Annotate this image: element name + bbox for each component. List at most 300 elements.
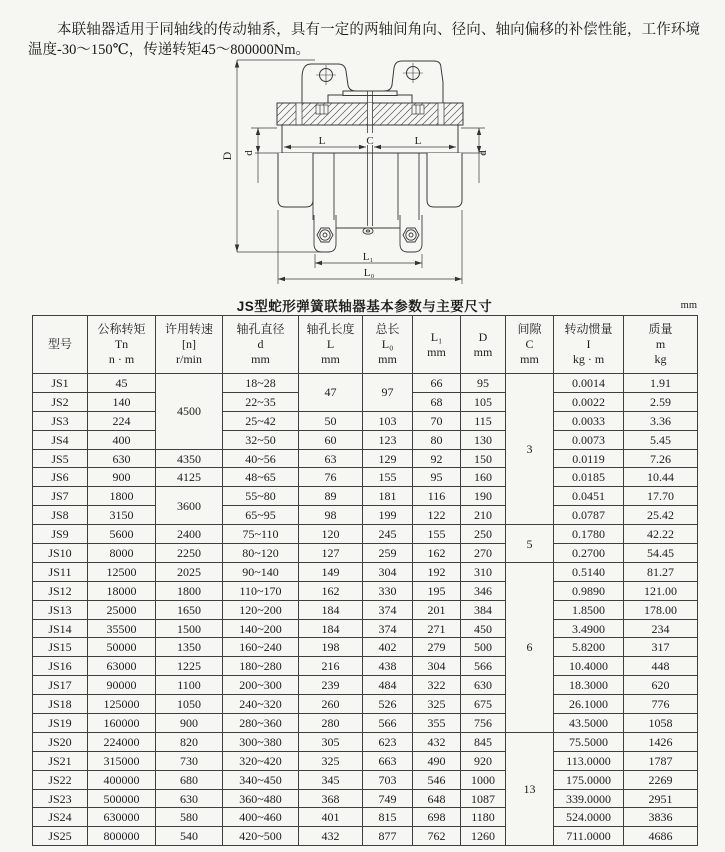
table-cell: 401	[299, 808, 363, 827]
table-row	[33, 544, 698, 563]
table-cell: 1787	[624, 751, 698, 770]
hex-bolt-right-icon	[403, 228, 419, 242]
table-row	[33, 789, 698, 808]
table-cell: 400	[88, 430, 156, 449]
table-cell: 0.0185	[554, 468, 624, 487]
table-cell: 175.0000	[554, 770, 624, 789]
table-cell: 18000	[88, 581, 156, 600]
table-cell: JS10	[33, 544, 88, 563]
table-cell: 125000	[88, 695, 156, 714]
table-cell: 42.22	[624, 525, 698, 544]
column-header-bore: 轴孔直径 d mm	[223, 316, 299, 374]
table-cell: 900	[156, 714, 223, 733]
table-cell: 675	[461, 695, 506, 714]
header-row	[33, 316, 698, 374]
center-hole-icon	[363, 228, 373, 234]
table-cell: 310	[461, 562, 506, 581]
table-cell: 360~480	[223, 789, 299, 808]
table-cell: 546	[413, 770, 461, 789]
table-row	[33, 600, 698, 619]
table-cell: 22~35	[223, 392, 299, 411]
table-cell: 0.5140	[554, 562, 624, 581]
table-cell: 110~170	[223, 581, 299, 600]
table-cell: 620	[624, 676, 698, 695]
table-cell: 663	[363, 751, 413, 770]
table-cell: 450	[461, 619, 506, 638]
table-cell: 2400	[156, 525, 223, 544]
table-cell: 75~110	[223, 525, 299, 544]
table-cell: 95	[461, 374, 506, 393]
table-cell: 80~120	[223, 544, 299, 563]
table-cell: 920	[461, 751, 506, 770]
table-cell: 630	[156, 789, 223, 808]
table-title: JS型蛇形弹簧联轴器基本参数与主要尺寸	[236, 299, 493, 314]
table-cell: 5600	[88, 525, 156, 544]
table-cell: 1350	[156, 638, 223, 657]
table-row	[33, 827, 698, 846]
table-cell: 1.91	[624, 374, 698, 393]
table-cell: 199	[363, 506, 413, 525]
table-cell: 1.8500	[554, 600, 624, 619]
table-row	[33, 487, 698, 506]
table-cell: 325	[413, 695, 461, 714]
table-title-row	[32, 295, 697, 313]
coupling-diagram	[175, 50, 545, 298]
table-cell: JS25	[33, 827, 88, 846]
table-head	[33, 316, 698, 374]
table-cell: 400~460	[223, 808, 299, 827]
table-cell: 1087	[461, 789, 506, 808]
table-cell: 3.4900	[554, 619, 624, 638]
coupling-drawing-svg	[175, 50, 545, 298]
table-cell: 26.1000	[554, 695, 624, 714]
table-cell: 80	[413, 430, 461, 449]
table-cell: 300~380	[223, 732, 299, 751]
table-cell: 3150	[88, 506, 156, 525]
table-cell: 184	[299, 600, 363, 619]
table-cell: 374	[363, 619, 413, 638]
table-cell: 160~240	[223, 638, 299, 657]
table-cell: 776	[624, 695, 698, 714]
table-cell: 75.5000	[554, 732, 624, 751]
dim-label-L-right: L	[414, 135, 422, 147]
table-cell: 81.27	[624, 562, 698, 581]
table-cell: 25.42	[624, 506, 698, 525]
table-cell: JS14	[33, 619, 88, 638]
table-cell: 127	[299, 544, 363, 563]
column-header-total-length: 总长 L₀ mm	[363, 316, 413, 374]
table-cell: 160	[461, 468, 506, 487]
column-header-mass: 质量 m kg	[624, 316, 698, 374]
table-cell: 198	[299, 638, 363, 657]
table-cell: 2025	[156, 562, 223, 581]
dim-label-d-left: d	[243, 150, 255, 156]
intro-paragraph: 本联轴器适用于同轴线的传动轴系，具有一定的两轴间角向、径向、轴向偏移的补偿性能，工作环境温度-30～150℃，传递转矩45～800000Nm。	[28, 21, 700, 58]
table-cell: 0.0033	[554, 411, 624, 430]
table-cell: 345	[299, 770, 363, 789]
table-cell: 4125	[156, 468, 223, 487]
table-cell: 140	[88, 392, 156, 411]
table-cell: 181	[363, 487, 413, 506]
table-cell: 400000	[88, 770, 156, 789]
table-cell: JS15	[33, 638, 88, 657]
table-cell: JS6	[33, 468, 88, 487]
table-cell: 8000	[88, 544, 156, 563]
table-cell: 5	[506, 525, 554, 563]
table-cell: 900	[88, 468, 156, 487]
table-cell: 224	[88, 411, 156, 430]
table-cell: 820	[156, 732, 223, 751]
table-cell: JS13	[33, 600, 88, 619]
table-cell: 4686	[624, 827, 698, 846]
table-cell: 116	[413, 487, 461, 506]
table-cell: 815	[363, 808, 413, 827]
unit-label: mm	[680, 300, 697, 311]
table-cell: 10.4000	[554, 657, 624, 676]
dim-label-L1: L₁	[362, 251, 374, 263]
table-cell: 70	[413, 411, 461, 430]
table-row	[33, 770, 698, 789]
column-header-torque: 公称转矩 Tn n · m	[88, 316, 156, 374]
table-cell: 0.2700	[554, 544, 624, 563]
column-header-model: 型号	[33, 316, 88, 374]
table-cell: JS23	[33, 789, 88, 808]
table-cell: 749	[363, 789, 413, 808]
table-cell: 54.45	[624, 544, 698, 563]
table-cell: 47	[299, 374, 363, 412]
table-row	[33, 751, 698, 770]
table-cell: 566	[461, 657, 506, 676]
table-cell: JS18	[33, 695, 88, 714]
table-cell: 374	[363, 600, 413, 619]
table-cell: 12500	[88, 562, 156, 581]
table-cell: 368	[299, 789, 363, 808]
table-cell: JS17	[33, 676, 88, 695]
table-cell: 877	[363, 827, 413, 846]
flange-section	[277, 103, 463, 125]
table-cell: 432	[413, 732, 461, 751]
column-header-speed: 许用转速 [n] r/min	[156, 316, 223, 374]
table-cell: 98	[299, 506, 363, 525]
table-cell: 630000	[88, 808, 156, 827]
column-header-inertia: 转动惯量 I kg · m	[554, 316, 624, 374]
table-cell: 623	[363, 732, 413, 751]
table-cell: 122	[413, 506, 461, 525]
table-cell: 1500	[156, 619, 223, 638]
table-cell: 90000	[88, 676, 156, 695]
table-row	[33, 411, 698, 430]
table-cell: 330	[363, 581, 413, 600]
table-cell: 224000	[88, 732, 156, 751]
table-cell: 25000	[88, 600, 156, 619]
hex-bolt-left-icon	[317, 228, 333, 242]
table-cell: 155	[363, 468, 413, 487]
table-cell: 1800	[156, 581, 223, 600]
table-cell: 18.3000	[554, 676, 624, 695]
table-cell: 195	[413, 581, 461, 600]
table-cell: 162	[299, 581, 363, 600]
table-cell: 162	[413, 544, 461, 563]
table-cell: 402	[363, 638, 413, 657]
table-cell: 190	[461, 487, 506, 506]
table-cell: 0.0022	[554, 392, 624, 411]
table-row	[33, 506, 698, 525]
table-cell: 680	[156, 770, 223, 789]
table-row	[33, 695, 698, 714]
table-cell: 500	[461, 638, 506, 657]
table-cell: 115	[461, 411, 506, 430]
table-row	[33, 808, 698, 827]
table-cell: 3.36	[624, 411, 698, 430]
table-cell: JS16	[33, 657, 88, 676]
table-cell: 2269	[624, 770, 698, 789]
table-cell: 120~200	[223, 600, 299, 619]
table-cell: JS1	[33, 374, 88, 393]
table-cell: 259	[363, 544, 413, 563]
table-cell: 90~140	[223, 562, 299, 581]
table-cell: JS19	[33, 714, 88, 733]
table-cell: 13	[506, 732, 554, 845]
table-cell: 3836	[624, 808, 698, 827]
table-cell: 711.0000	[554, 827, 624, 846]
table-cell: 260	[299, 695, 363, 714]
table-cell: 113.0000	[554, 751, 624, 770]
table-cell: 65~95	[223, 506, 299, 525]
table-cell: 50000	[88, 638, 156, 657]
table-cell: 40~56	[223, 449, 299, 468]
table-cell: 150	[461, 449, 506, 468]
dim-label-d-right: d	[477, 150, 489, 156]
table-cell: 160000	[88, 714, 156, 733]
table-cell: 524.0000	[554, 808, 624, 827]
table-cell: JS22	[33, 770, 88, 789]
table-cell: 1058	[624, 714, 698, 733]
table-cell: 103	[363, 411, 413, 430]
table-cell: 240~320	[223, 695, 299, 714]
table-cell: 698	[413, 808, 461, 827]
table-cell: 55~80	[223, 487, 299, 506]
table-cell: 1800	[88, 487, 156, 506]
table-cell: 315000	[88, 751, 156, 770]
table-cell: 280~360	[223, 714, 299, 733]
shaft-ends	[278, 153, 462, 207]
table-cell: 730	[156, 751, 223, 770]
table-cell: JS2	[33, 392, 88, 411]
table-cell: 89	[299, 487, 363, 506]
table-cell: 63	[299, 449, 363, 468]
table-cell: 320~420	[223, 751, 299, 770]
table-row	[33, 525, 698, 544]
table-cell: JS3	[33, 411, 88, 430]
table-cell: 845	[461, 732, 506, 751]
table-cell: 50	[299, 411, 363, 430]
table-cell: 25~42	[223, 411, 299, 430]
table-cell: 0.0073	[554, 430, 624, 449]
table-cell: 0.0014	[554, 374, 624, 393]
spec-table-wrap	[32, 315, 698, 846]
table-cell: 0.1780	[554, 525, 624, 544]
table-row	[33, 562, 698, 581]
table-row	[33, 619, 698, 638]
table-cell: 192	[413, 562, 461, 581]
table-cell: 48~65	[223, 468, 299, 487]
table-cell: 0.0451	[554, 487, 624, 506]
table-cell: 630	[461, 676, 506, 695]
table-cell: 4500	[156, 374, 223, 450]
table-cell: 703	[363, 770, 413, 789]
table-cell: 304	[413, 657, 461, 676]
table-cell: 3600	[156, 487, 223, 525]
table-cell: 490	[413, 751, 461, 770]
column-header-L1: L₁ mm	[413, 316, 461, 374]
table-cell: 250	[461, 525, 506, 544]
table-cell: 355	[413, 714, 461, 733]
table-row	[33, 638, 698, 657]
dim-label-C: C	[366, 135, 374, 147]
table-cell: 201	[413, 600, 461, 619]
table-cell: 384	[461, 600, 506, 619]
table-row	[33, 657, 698, 676]
table-cell: 1225	[156, 657, 223, 676]
table-cell: 0.0119	[554, 449, 624, 468]
table-cell: 180~280	[223, 657, 299, 676]
table-cell: 1100	[156, 676, 223, 695]
table-cell: 149	[299, 562, 363, 581]
table-cell: 63000	[88, 657, 156, 676]
table-cell: 340~450	[223, 770, 299, 789]
table-cell: 130	[461, 430, 506, 449]
table-row	[33, 732, 698, 751]
table-cell: JS12	[33, 581, 88, 600]
table-cell: 18~28	[223, 374, 299, 393]
table-cell: 1050	[156, 695, 223, 714]
table-cell: 129	[363, 449, 413, 468]
table-row	[33, 430, 698, 449]
table-cell: 155	[413, 525, 461, 544]
table-cell: 120	[299, 525, 363, 544]
table-cell: 3	[506, 374, 554, 525]
table-cell: JS5	[33, 449, 88, 468]
table-cell: 280	[299, 714, 363, 733]
table-cell: 580	[156, 808, 223, 827]
table-row	[33, 374, 698, 393]
dim-label-L-left: L	[318, 135, 326, 147]
table-cell: 270	[461, 544, 506, 563]
table-cell: 2951	[624, 789, 698, 808]
dim-label-L0: L₀	[363, 267, 375, 279]
table-cell: 76	[299, 468, 363, 487]
table-cell: JS8	[33, 506, 88, 525]
table-cell: 210	[461, 506, 506, 525]
table-cell: 420~500	[223, 827, 299, 846]
table-cell: 60	[299, 430, 363, 449]
table-cell: 239	[299, 676, 363, 695]
table-cell: 1260	[461, 827, 506, 846]
table-cell: 1180	[461, 808, 506, 827]
table-cell: 2.59	[624, 392, 698, 411]
table-cell: 92	[413, 449, 461, 468]
table-cell: 6	[506, 562, 554, 732]
table-cell: 762	[413, 827, 461, 846]
table-cell: 121.00	[624, 581, 698, 600]
table-cell: 322	[413, 676, 461, 695]
table-cell: 66	[413, 374, 461, 393]
table-cell: 317	[624, 638, 698, 657]
table-cell: JS24	[33, 808, 88, 827]
table-cell: 432	[299, 827, 363, 846]
table-cell: 245	[363, 525, 413, 544]
table-cell: 1000	[461, 770, 506, 789]
table-cell: 43.5000	[554, 714, 624, 733]
table-cell: JS11	[33, 562, 88, 581]
table-cell: 0.9890	[554, 581, 624, 600]
table-row	[33, 449, 698, 468]
table-cell: JS21	[33, 751, 88, 770]
table-cell: 756	[461, 714, 506, 733]
table-cell: 1650	[156, 600, 223, 619]
table-cell: 68	[413, 392, 461, 411]
table-cell: 32~50	[223, 430, 299, 449]
table-row	[33, 676, 698, 695]
table-cell: JS7	[33, 487, 88, 506]
column-header-bore-length: 轴孔长度 L mm	[299, 316, 363, 374]
table-cell: 448	[624, 657, 698, 676]
spec-table	[32, 315, 698, 846]
table-cell: 339.0000	[554, 789, 624, 808]
table-cell: 140~200	[223, 619, 299, 638]
table-cell: 97	[363, 374, 413, 412]
table-cell: 1426	[624, 732, 698, 751]
table-row	[33, 714, 698, 733]
table-cell: 0.0787	[554, 506, 624, 525]
table-cell: 271	[413, 619, 461, 638]
table-cell: 566	[363, 714, 413, 733]
table-cell: 5.8200	[554, 638, 624, 657]
table-row	[33, 581, 698, 600]
table-cell: 648	[413, 789, 461, 808]
table-cell: 184	[299, 619, 363, 638]
table-cell: 484	[363, 676, 413, 695]
table-cell: 304	[363, 562, 413, 581]
table-cell: 105	[461, 392, 506, 411]
table-cell: JS9	[33, 525, 88, 544]
column-header-clearance: 间隙 C mm	[506, 316, 554, 374]
table-cell: 526	[363, 695, 413, 714]
table-body	[33, 374, 698, 846]
table-cell: 4350	[156, 449, 223, 468]
table-cell: 279	[413, 638, 461, 657]
table-cell: 2250	[156, 544, 223, 563]
table-cell: 800000	[88, 827, 156, 846]
dim-label-D: D	[220, 151, 234, 161]
table-cell: 305	[299, 732, 363, 751]
table-cell: 45	[88, 374, 156, 393]
column-header-D: D mm	[461, 316, 506, 374]
table-cell: 500000	[88, 789, 156, 808]
table-cell: 35500	[88, 619, 156, 638]
table-cell: 438	[363, 657, 413, 676]
table-row	[33, 468, 698, 487]
table-cell: 17.70	[624, 487, 698, 506]
table-cell: 234	[624, 619, 698, 638]
table-cell: 325	[299, 751, 363, 770]
table-cell: 216	[299, 657, 363, 676]
table-cell: 5.45	[624, 430, 698, 449]
table-cell: 178.00	[624, 600, 698, 619]
table-cell: JS4	[33, 430, 88, 449]
table-cell: 10.44	[624, 468, 698, 487]
table-cell: 200~300	[223, 676, 299, 695]
